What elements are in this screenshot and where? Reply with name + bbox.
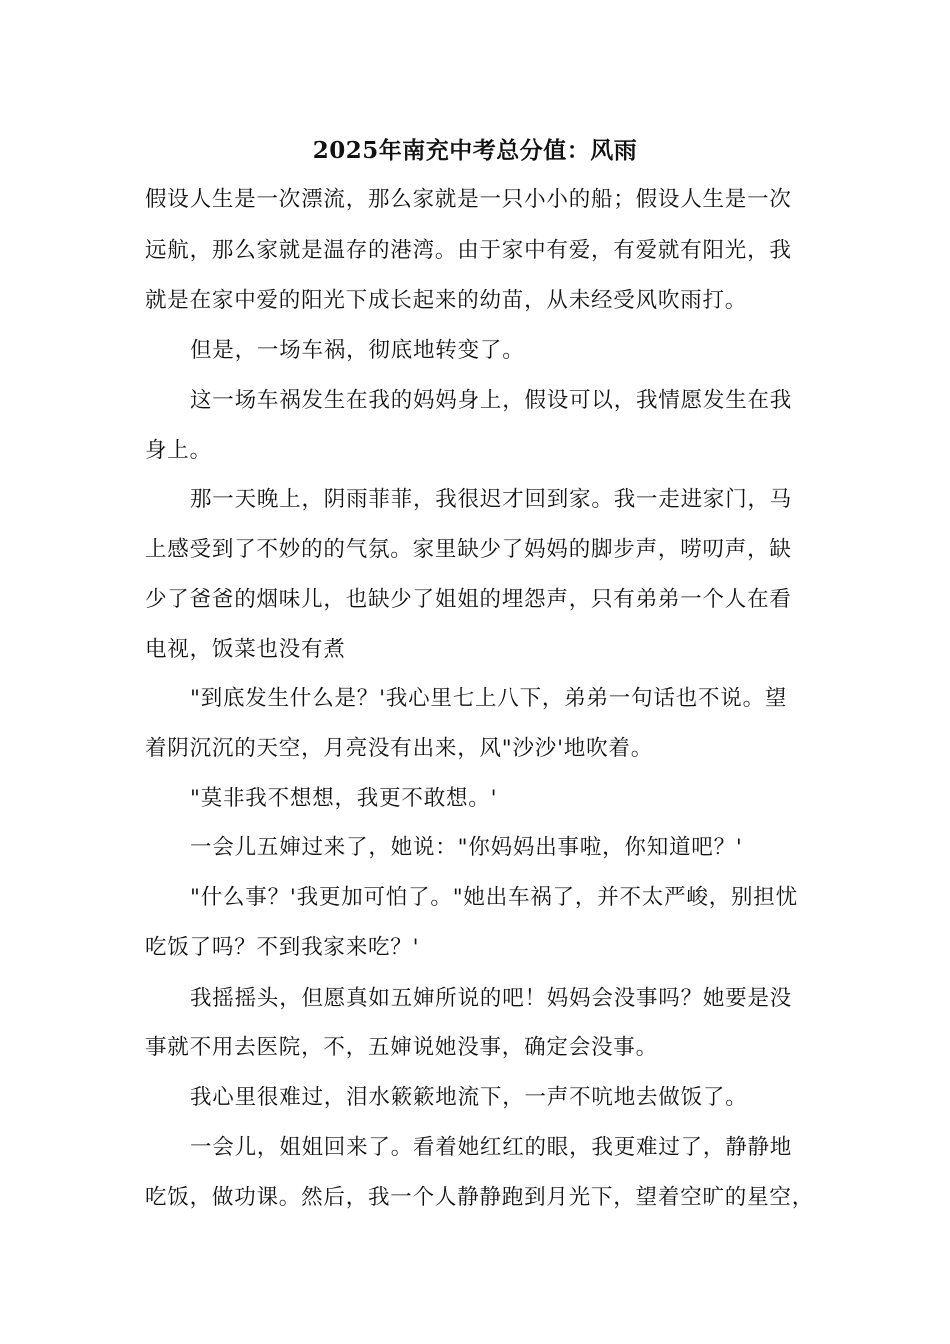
document-title: 2025年南充中考总分值：风雨 xyxy=(312,137,638,164)
text-line: 远航，那么家就是温存的港湾。由于家中有爱，有爱就有阳光，我 xyxy=(145,238,792,263)
text-line: 我心里很难过，泪水簌簌地流下，一声不吭地去做饭了。 xyxy=(190,1085,748,1110)
text-line: 一会儿五婶过来了，她说："你妈妈出事啦，你知道吧？' xyxy=(190,835,743,860)
text-line: 电视，饭菜也没有煮 xyxy=(145,637,346,662)
text-line: 身上。 xyxy=(145,438,212,463)
text-line: 但是，一场车祸，彻底地转变了。 xyxy=(190,338,525,363)
text-line: 事就不用去医院，不，五婶说她没事，确定会没事。 xyxy=(145,1035,658,1060)
text-line: 假设人生是一次漂流，那么家就是一只小小的船；假设人生是一次 xyxy=(145,187,792,212)
text-line: 我摇摇头，但愿真如五婶所说的吧！妈妈会没事吗？她要是没 xyxy=(190,986,793,1011)
text-line: 吃饭，做功课。然后，我一个人静静跑到月光下，望着空旷的星空， xyxy=(145,1185,815,1210)
text-line: 少了爸爸的烟味儿，也缺少了姐姐的埋怨声，只有弟弟一个人在看 xyxy=(145,587,792,612)
text-line: 上感受到了不妙的的气氛。家里缺少了妈妈的脚步声，唠叨声，缺 xyxy=(145,537,792,562)
text-line: 吃饭了吗？不到我家来吃？' xyxy=(145,935,420,960)
text-line: 着阴沉沉的天空，月亮没有出来，风"沙沙'地吹着。 xyxy=(145,736,654,761)
text-line: 一会儿，姐姐回来了。看着她红红的眼，我更难过了，静静地 xyxy=(190,1135,793,1160)
text-line: "什么事？'我更加可怕了。"她出车祸了，并不太严峻，别担忧 xyxy=(190,885,798,910)
text-line: 这一场车祸发生在我的妈妈身上，假设可以，我情愿发生在我 xyxy=(190,388,793,413)
text-line: "到底发生什么是？'我心里七上八下，弟弟一句话也不说。望 xyxy=(190,686,788,711)
text-line: 那一天晚上，阴雨菲菲，我很迟才回到家。我一走进家门，马 xyxy=(190,487,793,512)
text-line: 就是在家中爱的阳光下成长起来的幼苗，从未经受风吹雨打。 xyxy=(145,288,748,313)
text-line: "莫非我不想想，我更不敢想。' xyxy=(190,786,498,811)
